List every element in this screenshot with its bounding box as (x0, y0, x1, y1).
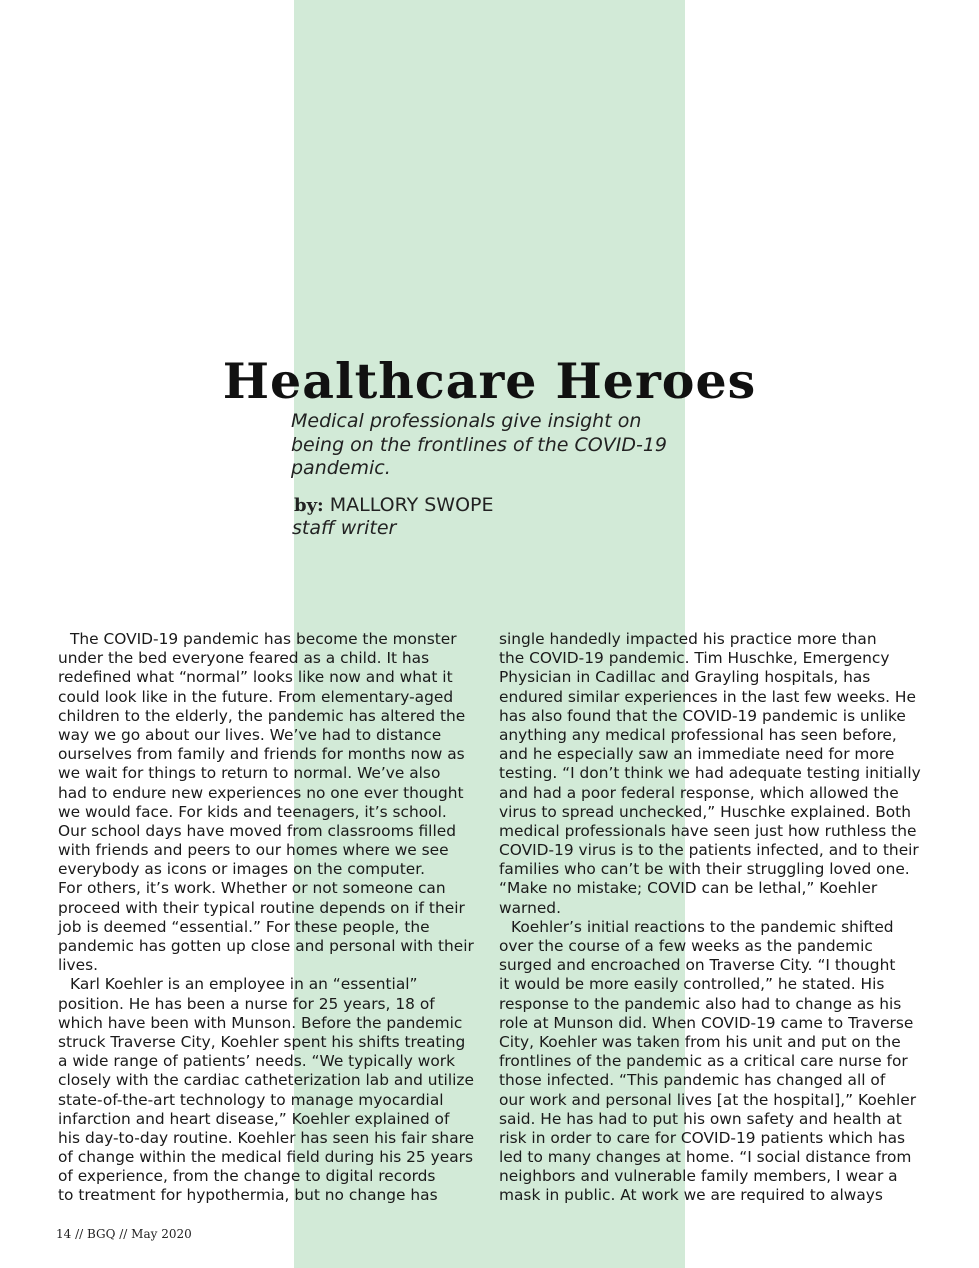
text-line: has also found that the COVID-19 pandemic is unlike (499, 706, 906, 725)
text-line: it would be more easily controlled,” he stated. His (499, 975, 885, 994)
text-line: led to many changes at home. “I social distance from (499, 1148, 912, 1167)
byline-by-label: by: (294, 495, 324, 516)
text-line: neighbors and vulnerable family members, I wear a (499, 1167, 898, 1186)
text-line: state-of-the-art technology to manage myocardial (58, 1090, 444, 1109)
text-line: which have been with Munson. Before the pandemic (58, 1013, 463, 1032)
text-line: children to the elderly, the pandemic has altered the (58, 706, 466, 725)
text-line: position. He has been a nurse for 25 years, 18 of (58, 994, 435, 1013)
text-line: had to endure new experiences no one ever thought (58, 783, 464, 802)
text-line: testing. “I don’t think we had adequate testing initially (499, 764, 921, 783)
text-line: lives. (58, 956, 99, 975)
text-line: surged and encroached on Traverse City. “I thought (499, 956, 896, 975)
text-line: The COVID-19 pandemic has become the monster (70, 630, 457, 648)
text-line: of experience, from the change to digital records (58, 1167, 436, 1186)
text-line: could look like in the future. From elementary-aged (58, 687, 454, 706)
text-line: Koehler’s initial reactions to the pandemic shifted (511, 917, 894, 936)
text-line: closely with the cardiac catheterization lab and utilize (58, 1071, 474, 1090)
text-line: his day-to-day routine. Koehler has seen his fair share (58, 1128, 475, 1147)
text-line: Physician in Cadillac and Grayling hospitals, has (499, 668, 871, 687)
text-line: under the bed everyone feared as a child. It has (58, 649, 430, 668)
text-line: mask in public. At work we are required to always (499, 1186, 883, 1205)
text-line: the COVID-19 pandemic. Tim Huschke, Emergency (499, 649, 890, 668)
text-line: we would face. For kids and teenagers, it’s school. (58, 802, 447, 821)
text-line: our work and personal lives [at the hospital],” Koehler (499, 1090, 917, 1109)
text-line: frontlines of the pandemic as a critical care nurse for (499, 1052, 908, 1071)
text-line: medical professionals have seen just how ruthless the (499, 821, 917, 840)
page-footer: 14 // BGQ // May 2020 (56, 1227, 192, 1241)
text-line: a wide range of patients’ needs. “We typically work (58, 1052, 456, 1071)
text-line: single handedly impacted his practice more than (499, 630, 877, 648)
text-line: we wait for things to return to normal. We’ve also (58, 764, 441, 783)
article-subtitle: Medical professionals give insight on being on the frontlines of the COVID-19 pandemic. (291, 410, 668, 479)
text-line: said. He has had to put his own safety and health at (499, 1109, 902, 1128)
text-line: those infected. “This pandemic has changed all of (499, 1071, 886, 1090)
text-line: pandemic has gotten up close and personal with their (58, 937, 474, 955)
text-line: anything any medical professional has seen before, (499, 725, 897, 744)
text-line: over the course of a few weeks as the pandemic (499, 937, 873, 955)
text-line: endured similar experiences in the last few weeks. He (499, 687, 916, 706)
byline-author: MALLORY SWOPE (329, 494, 494, 516)
text-line: City, Koehler was taken from his unit and put on the (499, 1032, 901, 1051)
text-line: COVID-19 virus is to the patients infected, and to their (499, 841, 919, 860)
article-title: Healthcare Heroes (222, 352, 757, 410)
text-line: ourselves from family and friends for months now as (58, 745, 465, 764)
text-line: and he especially saw an immediate need for more (499, 745, 895, 764)
text-line: job is deemed “essential.” For these people, the (58, 917, 430, 936)
text-line: For others, it’s work. Whether or not someone can (58, 879, 446, 898)
text-line: way we go about our lives. We’ve had to distance (58, 725, 442, 744)
text-line: everybody as icons or images on the computer. (58, 860, 425, 879)
text-line: of change within the medical field during his 25 years (58, 1148, 473, 1167)
text-line: struck Traverse City, Koehler spent his shifts treating (58, 1032, 466, 1051)
text-line: virus to spread unchecked,” Huschke explained. Both (499, 802, 911, 821)
byline-role: staff writer (292, 517, 397, 539)
text-line: infarction and heart disease,” Koehler explained of (58, 1109, 450, 1128)
text-line: risk in order to care for COVID-19 patients which has (499, 1128, 906, 1147)
body-column-left (58, 630, 483, 1206)
text-line: redefined what “normal” looks like now and what it (58, 668, 453, 687)
text-line: warned. (499, 898, 561, 917)
text-line: response to the pandemic also had to change as his (499, 994, 902, 1013)
text-line: role at Munson did. When COVID-19 came to Traverse (499, 1013, 914, 1032)
text-line: proceed with their typical routine depends on if their (58, 898, 465, 917)
text-line: with friends and peers to our homes where we see (58, 841, 449, 860)
text-line: Karl Koehler is an employee in an “essential” (70, 975, 418, 994)
text-line: families who can’t be with their struggling loved one. (499, 860, 910, 879)
text-line: to treatment for hypothermia, but no change has (58, 1186, 438, 1205)
text-line: “Make no mistake; COVID can be lethal,” Koehler (499, 879, 878, 898)
text-line: Our school days have moved from classrooms filled (58, 821, 456, 840)
byline (294, 494, 494, 540)
text-line: and had a poor federal response, which allowed the (499, 783, 899, 802)
body-column-right (499, 630, 924, 1206)
